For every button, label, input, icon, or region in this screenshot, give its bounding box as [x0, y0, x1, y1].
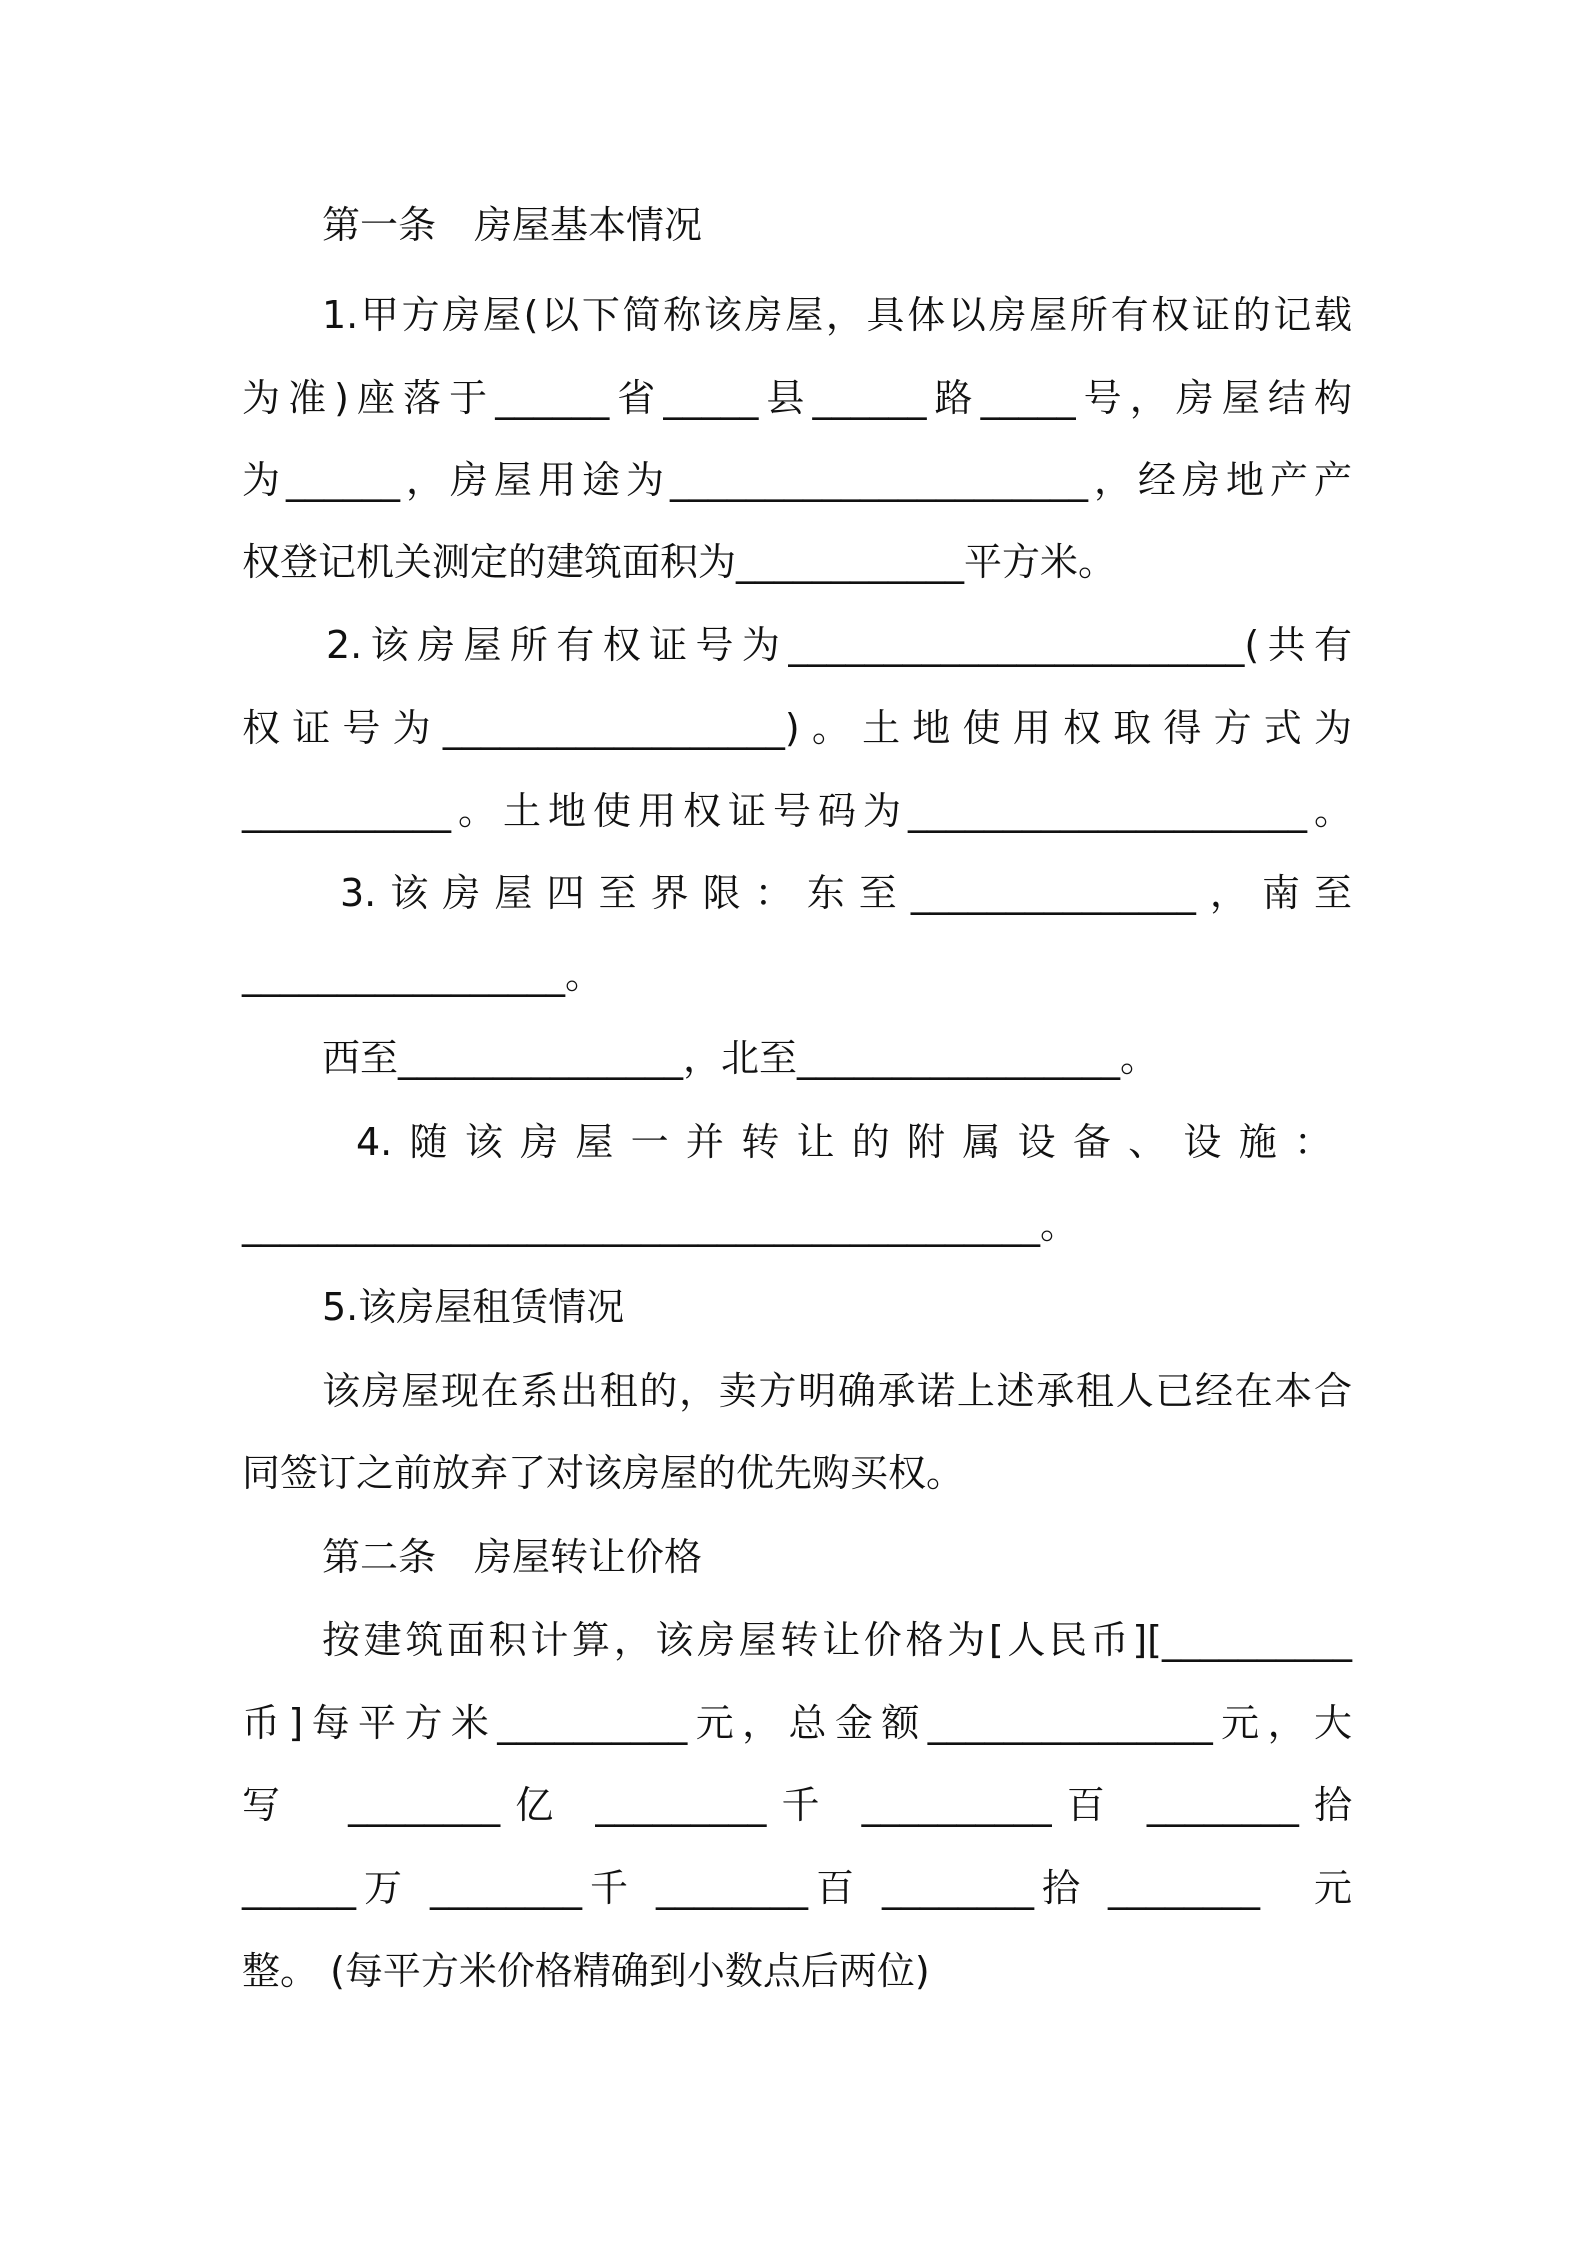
price-line-1: 按建筑面积计算，该房屋转让价格为[人民币][__________: [322, 1618, 1352, 1662]
clause-2-line-1: 2.该房屋所有权证号为________________________(共有: [326, 623, 1352, 667]
clause-5-line-2: 同签订之前放弃了对该房屋的优先购买权。: [242, 1451, 965, 1495]
clause-1-line-4: 权登记机关测定的建筑面积为____________平方米。: [242, 540, 1117, 584]
clause-1-line-2: 为准)座落于______省_____县______路_____号，房屋结构: [242, 376, 1352, 420]
clause-2-line-3: ___________。土地使用权证号码为_____________________。: [242, 789, 1352, 833]
article-2-heading: 第二条 房屋转让价格: [322, 1535, 703, 1579]
clause-5-line-1: 该房屋现在系出租的，卖方明确承诺上述承租人已经在本合: [322, 1369, 1352, 1413]
article-1-heading: 第一条 房屋基本情况: [322, 203, 703, 247]
clause-5-title: 5.该房屋租赁情况: [322, 1285, 625, 1329]
clause-1-line-3: 为______，房屋用途为______________________，经房地产产: [242, 458, 1352, 502]
clause-3-line-3: 西至_______________，北至_________________。: [322, 1036, 1159, 1080]
price-line-2: 币]每平方米__________元，总金额_______________元，大: [242, 1701, 1352, 1745]
clause-3-line-2: _________________。: [242, 953, 604, 997]
clause-4-line-1: 4.随该房屋一并转让的附属设备、设施：: [356, 1120, 1332, 1164]
clause-1-line-1: 1.甲方房屋(以下简称该房屋，具体以房屋所有权证的记载: [322, 293, 1352, 337]
clause-2-line-2: 权证号为__________________)。土地使用权取得方式为: [242, 706, 1352, 750]
clause-4-line-2: __________________________________________。: [242, 1203, 1079, 1247]
price-line-4: ______万 ________千 ________百 ________拾 ________ 元: [242, 1866, 1352, 1910]
price-line-3: 写 ________亿 _________千 __________百 ________拾: [242, 1783, 1352, 1827]
price-line-5: 整。 (每平方米价格精确到小数点后两位): [242, 1949, 930, 1993]
clause-3-line-1: 3.该房屋四至界限：东至_______________，南至: [340, 871, 1352, 915]
